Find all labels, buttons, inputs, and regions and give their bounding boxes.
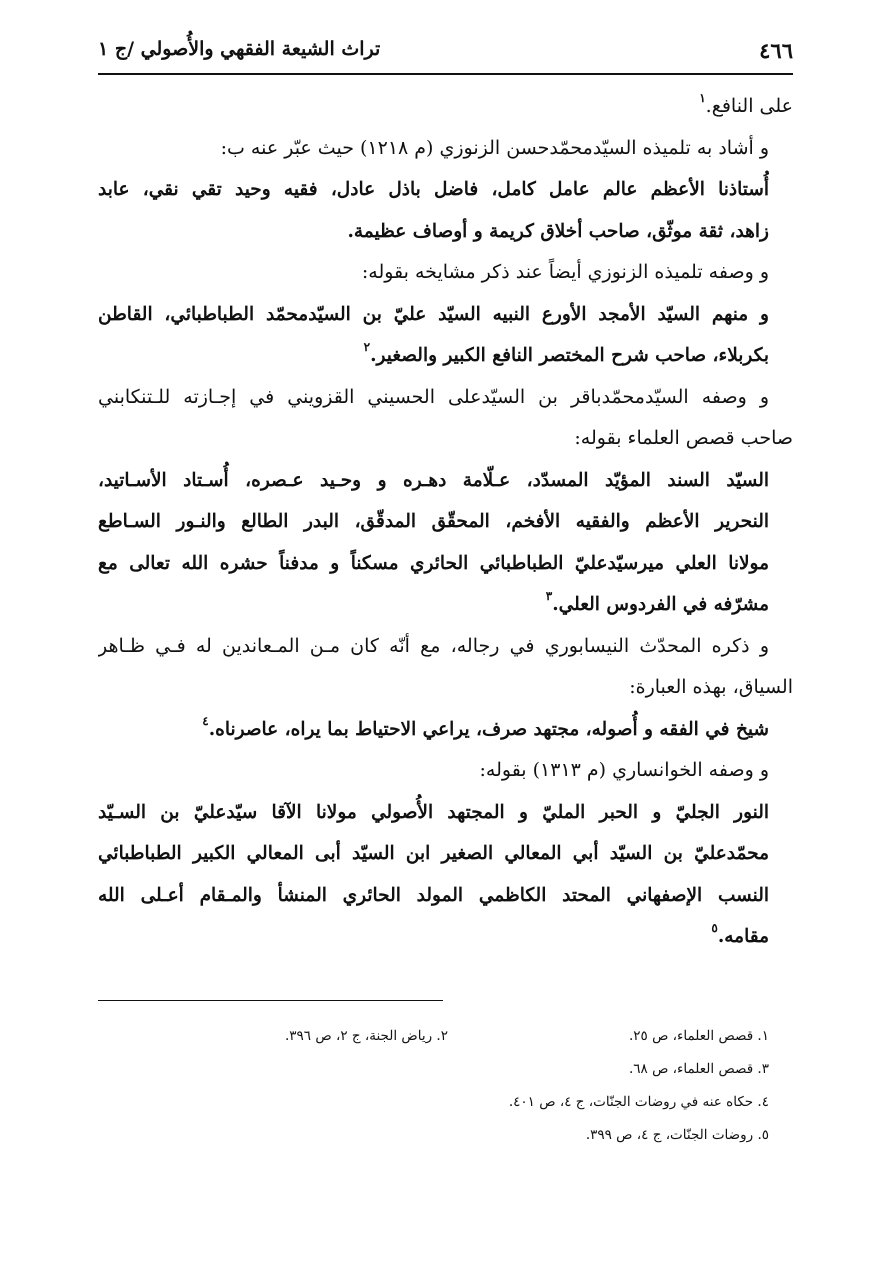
text-line: و وصفه السيّدمحمّدباقر بن السيّدعلى الحسيني القزويني في إجـازته للـتنكابني bbox=[98, 385, 769, 408]
running-title: تراث الشيعة الفقهي والأُصولي /ج ١ bbox=[98, 38, 381, 60]
quote-line: النسب الإصفهاني المحتد الكاظمي المولد الحائري المنشأ والمـقام أعـلى الله bbox=[98, 884, 769, 906]
quote-line: بكربلاء، صاحب شرح المختصر النافع الكبير والصغير.$^٢$ bbox=[363, 340, 769, 366]
footnotes bbox=[98, 1020, 793, 1152]
footnote-rule bbox=[98, 1000, 443, 1001]
page-number: ٤٦٦ bbox=[759, 38, 793, 63]
quote-line: و منهم السيّد الأمجد الأورع النبيه السيّد عليّ بن السيّدمحمّد الطباطبائي، القاطن bbox=[98, 303, 769, 325]
text-line: و أشاد به تلميذه السيّدمحمّدحسن الزنوزي (م ١٢١٨) حيث عبّر عنه ب: bbox=[220, 136, 769, 159]
text-line: و وصفه الخوانساري (م ١٣١٣) بقوله: bbox=[479, 759, 769, 781]
text-line: صاحب قصص العلماء بقوله: bbox=[574, 427, 793, 449]
footnote-5: ٥. روضات الجنّات، ج ٤، ص ٣٩٩. bbox=[585, 1127, 769, 1143]
main-text bbox=[98, 86, 793, 958]
footnote-row bbox=[98, 1119, 793, 1152]
footnote-row bbox=[98, 1020, 793, 1053]
footnote-marker: ٥ bbox=[711, 921, 718, 935]
quote-line: مولانا العلي ميرسيّدعليّ الطباطبائي الحائري مسكناً و مدفناً حشره الله تعالى مع bbox=[98, 552, 769, 574]
footnote-marker: ٢ bbox=[363, 340, 371, 354]
footnote-marker: ١ bbox=[699, 91, 706, 105]
text-line: على النافع.$^١$ bbox=[699, 91, 793, 117]
quote-line: شيخ في الفقه و أُصوله، مجتهد صرف، يراعي الاحتياط بما يراه، عاصرناه.$^٤$ bbox=[202, 713, 769, 740]
text-line: و ذكره المحدّث النيسابوري في رجاله، مع أنّه كان مـن المـعاندين له فـي ظـاهر bbox=[98, 634, 769, 657]
page-header bbox=[98, 38, 793, 72]
text-line: و وصفه تلميذه الزنوزي أيضاً عند ذكر مشايخه بقوله: bbox=[361, 261, 769, 283]
quote-line: محمّدعليّ بن السيّد أبي المعالي الصغير ابن السيّد أبى المعالي الكبير الطباطبائي bbox=[98, 843, 769, 864]
footnote-marker: ٤ bbox=[202, 713, 209, 728]
quote-line: أُستاذنا الأعظم عالم عامل كامل، فاضل باذل عادل، فقيه وحيد تقي نقي، عابد bbox=[98, 179, 769, 200]
footnote-3: ٣. قصص العلماء، ص ٦٨. bbox=[628, 1061, 769, 1077]
footnote-marker: ٣ bbox=[545, 589, 553, 603]
header-rule bbox=[98, 73, 793, 75]
footnote-2: ٢. رياض الجنة، ج ٢، ص ٣٩٦. bbox=[285, 1028, 448, 1044]
quote-line: النحرير الأعظم والفقيه الأفخم، المحقّق المدقّق، البدر الطالع والنـور السـاطع bbox=[98, 511, 769, 532]
footnote-4: ٤. حكاه عنه في روضات الجنّات، ج ٤، ص ٤٠١. bbox=[508, 1094, 769, 1110]
quote-line: مشرّفه في الفردوس العلي.$^٣$ bbox=[545, 589, 769, 615]
quote-line: زاهد، ثقة موثّق، صاحب أخلاق كريمة و أوصاف عظيمة. bbox=[347, 220, 769, 242]
text-line: السياق، بهذه العبارة: bbox=[629, 676, 793, 698]
footnote-1: ١. قصص العلماء، ص ٢٥. bbox=[628, 1028, 769, 1044]
quote-line: النور الجليّ و الحبر المليّ و المجتهد الأُصولي مولانا الآقا سيّدعليّ بن السـيّد bbox=[98, 801, 769, 823]
footnote-row bbox=[98, 1086, 793, 1119]
quote-line: السيّد السند المؤيّد المسدّد، عـلّامة دهـره و وحـيد عـصره، أُسـتاد الأسـاتيد، bbox=[98, 469, 769, 491]
quote-line: مقامه.$^٥$ bbox=[711, 921, 769, 947]
footnote-row bbox=[98, 1053, 793, 1086]
